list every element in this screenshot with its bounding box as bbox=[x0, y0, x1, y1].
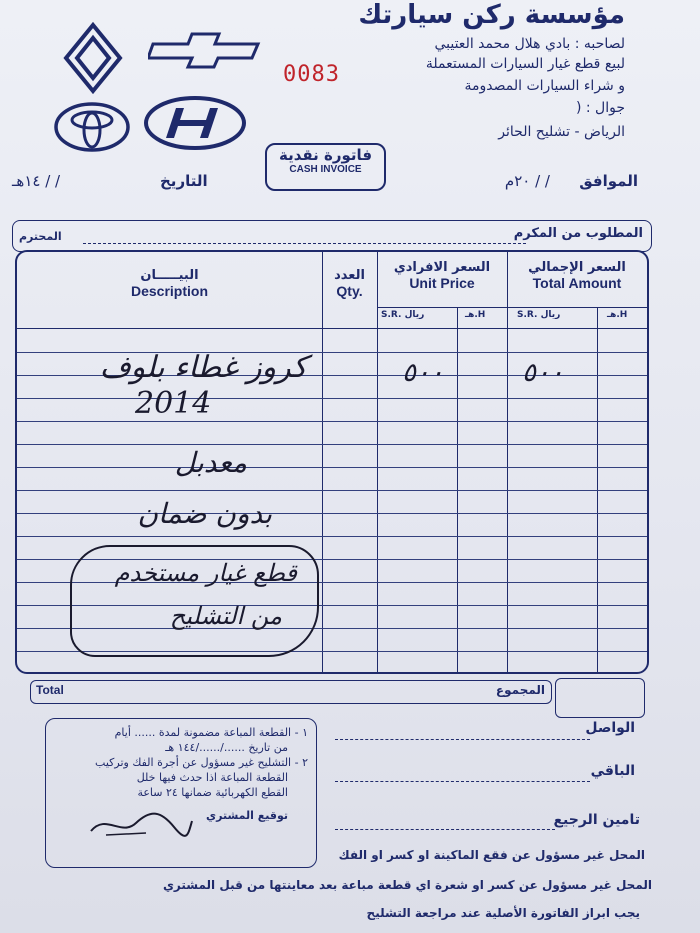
terms-box bbox=[45, 718, 317, 868]
remaining-line bbox=[335, 780, 590, 782]
ruled-line bbox=[17, 421, 647, 422]
qty-header bbox=[322, 268, 377, 299]
respected-label: المحترم bbox=[19, 230, 62, 243]
header-divider bbox=[377, 307, 647, 308]
received-line bbox=[335, 738, 590, 740]
used-parts-line-1: قطع غيار مستخدم bbox=[114, 559, 297, 587]
term-2: ٢ - التشليح غير مسؤول عن أجرة الفك وتركيب bbox=[95, 756, 308, 769]
desc-header-ar: البيـــــان bbox=[140, 268, 199, 283]
return-insurance-line bbox=[335, 828, 555, 830]
total-sr: S.R. ريال bbox=[517, 310, 561, 320]
total-halala: هـ.H bbox=[607, 310, 628, 320]
footer-line-2: المحل غير مسؤول عن كسر او شعرة اي قطعة مباعة بعد معاينتها من قبل المشتري bbox=[162, 878, 652, 892]
total-header-en: Total Amount bbox=[532, 275, 622, 291]
term-2b: القطعة المباعة اذا حدث فيها خلل bbox=[136, 771, 288, 784]
col-divider-qty bbox=[377, 252, 378, 672]
gregorian-date: / / ٢٠م bbox=[504, 172, 550, 190]
item-desc-line-2: 2014 bbox=[135, 386, 212, 421]
total-value-box bbox=[555, 678, 645, 718]
company-name: مؤسسة ركن سيارتك bbox=[358, 0, 625, 30]
used-parts-note bbox=[70, 545, 319, 657]
footer-line-1: المحل غير مسؤول عن فقع الماكينة او كسر او الفك bbox=[338, 848, 645, 862]
total-label-ar: المجموع bbox=[495, 683, 545, 697]
business-line-2: و شراء السيارات المصدومة bbox=[464, 78, 625, 94]
ruled-line bbox=[17, 490, 647, 491]
buyer-signature bbox=[86, 807, 196, 841]
remaining-label: الباقي bbox=[590, 763, 635, 779]
qty-header-ar: العدد bbox=[334, 268, 365, 283]
ruled-line bbox=[17, 398, 647, 399]
term-1b: من تاريخ ....../....../١٤٤ هـ bbox=[165, 741, 288, 754]
table-body-top bbox=[17, 328, 647, 329]
owner-line: لصاحبه : بادي هلال محمد العتيبي bbox=[434, 36, 625, 52]
location-line: الرياض - تشليح الحائر bbox=[498, 124, 625, 140]
desc-header-en: Description bbox=[130, 283, 208, 299]
total-label-en: Total bbox=[36, 683, 64, 697]
total-header bbox=[507, 260, 647, 291]
unit-price-value: ٥٠٠ bbox=[402, 358, 444, 388]
ruled-line bbox=[17, 536, 647, 537]
ruled-line bbox=[17, 444, 647, 445]
used-parts-line-2: من التشليح bbox=[169, 602, 282, 630]
renault-logo bbox=[62, 22, 124, 94]
unit-header-en: Unit Price bbox=[409, 275, 475, 291]
customer-box bbox=[12, 220, 652, 252]
item-desc-line-1: كروز غطاء بلوف bbox=[99, 350, 307, 385]
received-label: الواصل bbox=[585, 720, 635, 736]
total-header-ar: السعر الإجمالي bbox=[528, 260, 626, 275]
unit-halala: هـ.H bbox=[465, 310, 486, 320]
return-insurance-label: تامين الرجيع bbox=[553, 812, 640, 828]
cash-invoice-ar: فاتورة نقدية bbox=[278, 146, 373, 164]
ruled-line bbox=[17, 467, 647, 468]
mobile-line: جوال : ( bbox=[575, 100, 625, 116]
chevrolet-logo bbox=[148, 30, 263, 70]
col-divider-unit bbox=[507, 252, 508, 672]
col-divider-desc bbox=[322, 252, 323, 672]
business-line-1: لبيع قطع غيار السيارات المستعملة bbox=[425, 56, 625, 72]
item-desc-line-4: بدون ضمان bbox=[137, 497, 272, 530]
ruled-line bbox=[17, 513, 647, 514]
total-row bbox=[30, 680, 552, 704]
unit-sr: S.R. ريال bbox=[381, 310, 425, 320]
footer-line-3: يجب ابراز الفاتورة الأصلية عند مراجعة التشليح bbox=[366, 906, 640, 920]
customer-label: المطلوب من المكرم bbox=[513, 226, 643, 241]
toyota-logo bbox=[52, 100, 132, 154]
cash-invoice-en: CASH INVOICE bbox=[289, 164, 362, 175]
invoice-number: 0083 bbox=[283, 62, 340, 87]
item-desc-line-3: معدبل bbox=[174, 446, 247, 479]
customer-name-line bbox=[83, 243, 526, 244]
term-1: ١ - القطعة المباعة مضمونة لمدة ...... أيام bbox=[114, 726, 308, 739]
total-price-value: ٥٠٠ bbox=[522, 358, 564, 388]
desc-header bbox=[17, 268, 322, 299]
signature-label: توقيع المشتري bbox=[206, 809, 288, 822]
date-label: التاريخ bbox=[160, 172, 208, 190]
hyundai-logo bbox=[142, 94, 248, 152]
unit-header-ar: السعر الافرادي bbox=[393, 260, 491, 275]
hijri-date: / / ١٤هـ bbox=[12, 172, 61, 190]
term-3: القطع الكهربائية ضمانها ٢٤ ساعة bbox=[137, 786, 288, 799]
cash-invoice-badge bbox=[265, 143, 386, 191]
qty-header-en: Qty. bbox=[336, 283, 363, 299]
muwafiq-label: الموافق bbox=[579, 172, 638, 190]
unit-header bbox=[377, 260, 507, 291]
